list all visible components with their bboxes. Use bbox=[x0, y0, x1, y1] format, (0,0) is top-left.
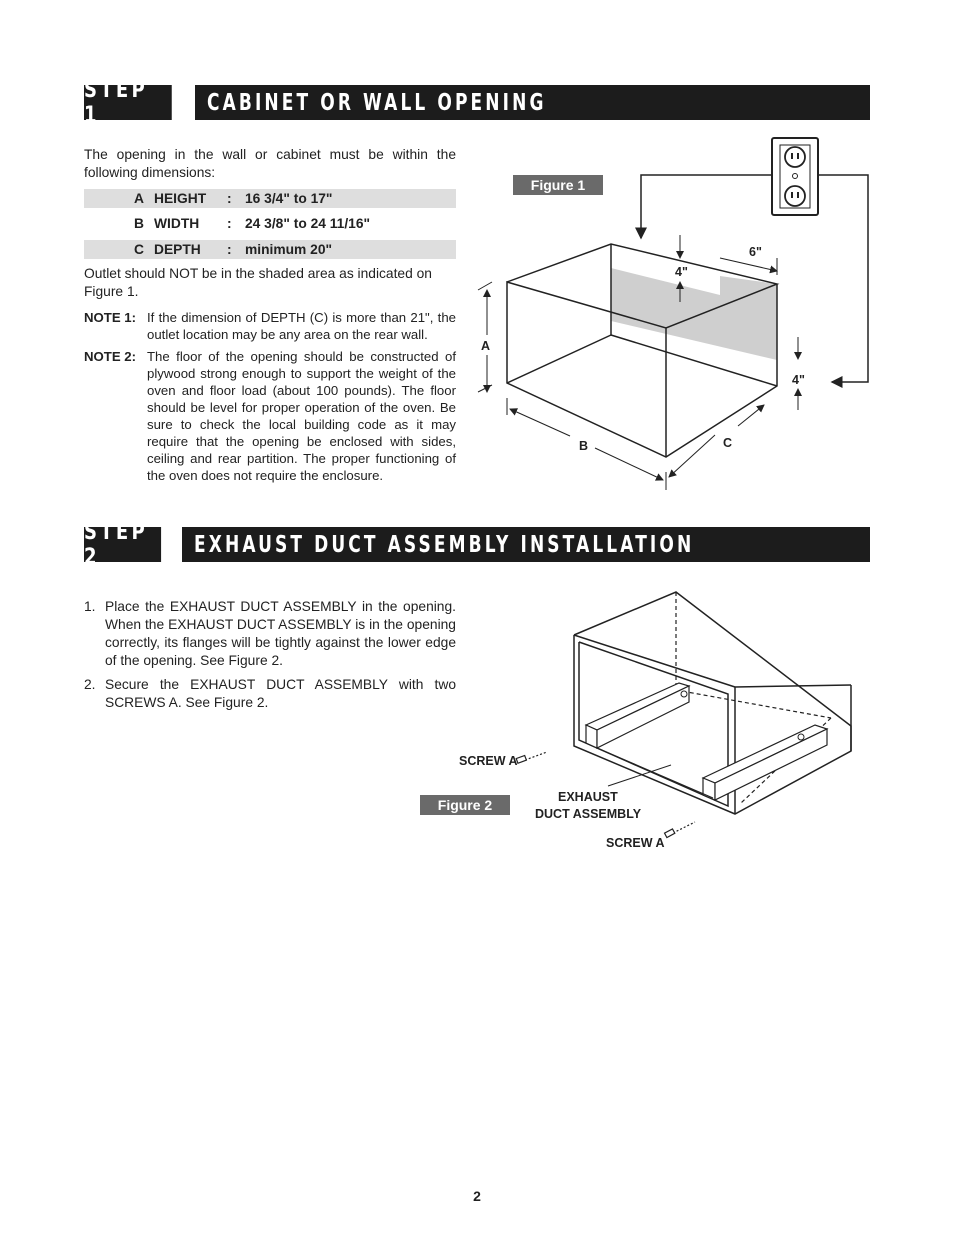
dim-a-label: A bbox=[481, 339, 491, 353]
dimension-row-depth: C DEPTH : minimum 20" bbox=[84, 240, 456, 259]
outlet-instruction: Outlet should NOT be in the shaded area as indicated on Figure 1. bbox=[84, 266, 432, 299]
exhaust-label-line1: EXHAUST bbox=[558, 790, 618, 804]
dim-b-label: B bbox=[579, 439, 589, 453]
note-1: NOTE 1: If the dimension of DEPTH (C) is more than 21", the outlet location may be any area on the rear wall. bbox=[84, 310, 456, 342]
figure-1-diagram bbox=[470, 130, 880, 495]
figure-2-diagram bbox=[455, 590, 865, 860]
figure-2-label: Figure 2 bbox=[420, 795, 510, 815]
step2-banner bbox=[84, 519, 870, 570]
shaded-area bbox=[611, 268, 777, 360]
step1-intro: The opening in the wall or cabinet must be within the following dimensions: bbox=[84, 147, 456, 180]
figure-1-label: Figure 1 bbox=[513, 175, 603, 195]
outlet-icon bbox=[772, 138, 818, 215]
screw-icon bbox=[665, 822, 695, 838]
top-4in-label: 4" bbox=[675, 265, 688, 279]
step2-title: EXHAUST DUCT ASSEMBLY INSTALLATION bbox=[182, 527, 870, 562]
dim-c-label: C bbox=[723, 436, 733, 450]
instruction-item: 2. Secure the EXHAUST DUCT ASSEMBLY with two SCREWS A. See Figure 2. bbox=[84, 677, 456, 710]
step1-banner bbox=[84, 77, 870, 128]
screw-a-left-label: SCREW A bbox=[459, 754, 518, 768]
dimension-row-height: A HEIGHT : 16 3/4" to 17" bbox=[84, 189, 456, 208]
step1-title: CABINET OR WALL OPENING bbox=[195, 85, 870, 120]
dimension-row-width: B WIDTH : 24 3/8" to 24 11/16" bbox=[134, 216, 371, 231]
screw-a-bottom-label: SCREW A bbox=[606, 836, 665, 850]
step2-number: STEP 2 bbox=[84, 527, 161, 562]
step1-number: STEP 1 bbox=[84, 85, 172, 120]
step2-instructions bbox=[84, 598, 456, 718]
instruction-item: 1. Place the EXHAUST DUCT ASSEMBLY in the opening. When the EXHAUST DUCT ASSEMBLY is in the opening correctly, its flanges will be tightly against the lower edge of the opening. See Figure 2. bbox=[84, 599, 456, 668]
side-4in-label: 4" bbox=[792, 373, 805, 387]
note-2: NOTE 2: The floor of the opening should be constructed of plywood strong enough to support the weight of the oven and floor load (about 100 pounds). The floor should be level for proper operation of the oven. Be sure to check the local building code as it may require that the opening be enclosed with sides, ceiling and rear partition. The proper functioning of the oven does not require the enclosure. bbox=[84, 349, 456, 483]
top-6in-label: 6" bbox=[749, 245, 762, 259]
exhaust-label-line2: DUCT ASSEMBLY bbox=[535, 807, 642, 821]
page-number: 2 bbox=[473, 1188, 481, 1204]
screw-icon bbox=[516, 752, 547, 763]
